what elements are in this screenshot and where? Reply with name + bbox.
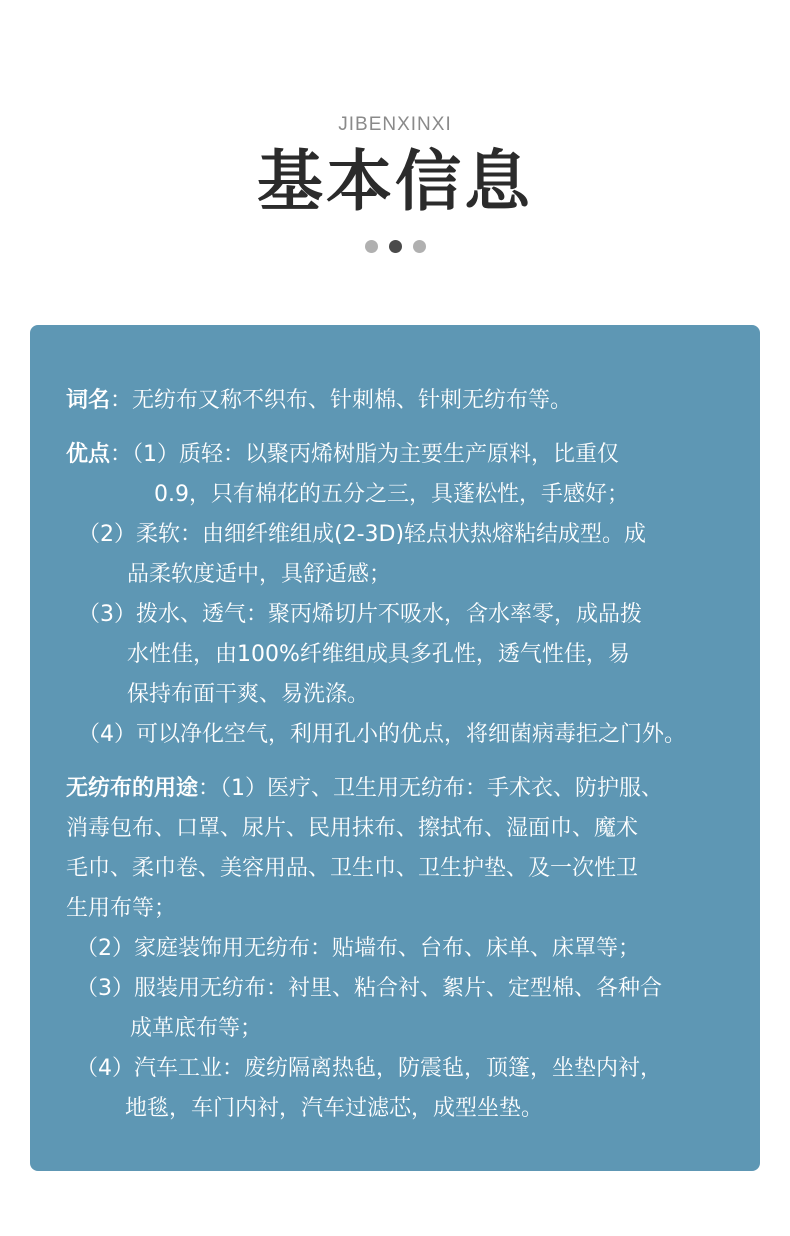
advantages-line-2: 0.9，只有棉花的五分之三，具蓬松性，手感好； [154, 482, 629, 507]
advantages-line-7: 保持布面干爽、易洗涤。 [127, 682, 370, 707]
advantages-text-1: ：（1）质轻：以聚丙烯树脂为主要生产原料，比重仅 [110, 442, 620, 467]
advantages-line-8: （4）可以净化空气，利用孔小的优点，将细菌病毒拒之门外。 [78, 722, 686, 747]
dot-1 [365, 240, 378, 253]
section-header [0, 0, 790, 300]
name-label: 词名 [66, 388, 111, 413]
uses-line-5: （2）家庭装饰用无纺布：贴墙布、台布、床单、床罩等； [76, 936, 640, 961]
uses-text-1: ：（1）医疗、卫生用无纺布：手术衣、防护服、 [198, 776, 664, 801]
advantages-line-5: （3）拨水、透气：聚丙烯切片不吸水，含水率零，成品拨 [78, 602, 642, 627]
section-title: 基本信息 [257, 143, 533, 220]
uses-line-2: 消毒包布、口罩、尿片、民用抹布、擦拭布、湿面巾、魔术 [66, 816, 639, 841]
advantages-line-6: 水性佳，由100%纤维组成具多孔性，透气性佳，易 [127, 642, 630, 667]
uses-line-1 [66, 769, 756, 809]
dot-2-active [389, 240, 402, 253]
info-card [30, 325, 760, 1171]
advantages-line-4: 品柔软度适中，具舒适感； [127, 562, 392, 587]
name-text: ：无纺布又称不织布、针刺棉、针刺无纺布等。 [110, 388, 573, 413]
section-subtitle: JIBENXINXI [338, 114, 452, 135]
uses-line-8: （4）汽车工业：废纺隔离热毡，防震毡，顶篷，坐垫内衬， [76, 1056, 662, 1081]
advantages-line-3: （2）柔软：由细纤维组成(2-3D)轻点状热熔粘结成型。成 [78, 522, 647, 547]
decorative-dots [0, 240, 790, 253]
uses-line-4: 生用布等； [66, 896, 177, 921]
uses-line-6: （3）服装用无纺布：衬里、粘合衬、絮片、定型棉、各种合 [76, 976, 662, 1001]
dot-3 [413, 240, 426, 253]
advantages-line-1 [66, 435, 756, 475]
advantages-label: 优点 [66, 442, 111, 467]
uses-line-7: 成革底布等； [130, 1016, 263, 1041]
info-content [66, 381, 756, 1129]
uses-line-9: 地毯，车门内衬，汽车过滤芯，成型坐垫。 [125, 1096, 544, 1121]
uses-label: 无纺布的用途 [66, 776, 199, 801]
name-line [66, 381, 756, 421]
uses-line-3: 毛巾、柔巾卷、美容用品、卫生巾、卫生护垫、及一次性卫 [66, 856, 639, 881]
